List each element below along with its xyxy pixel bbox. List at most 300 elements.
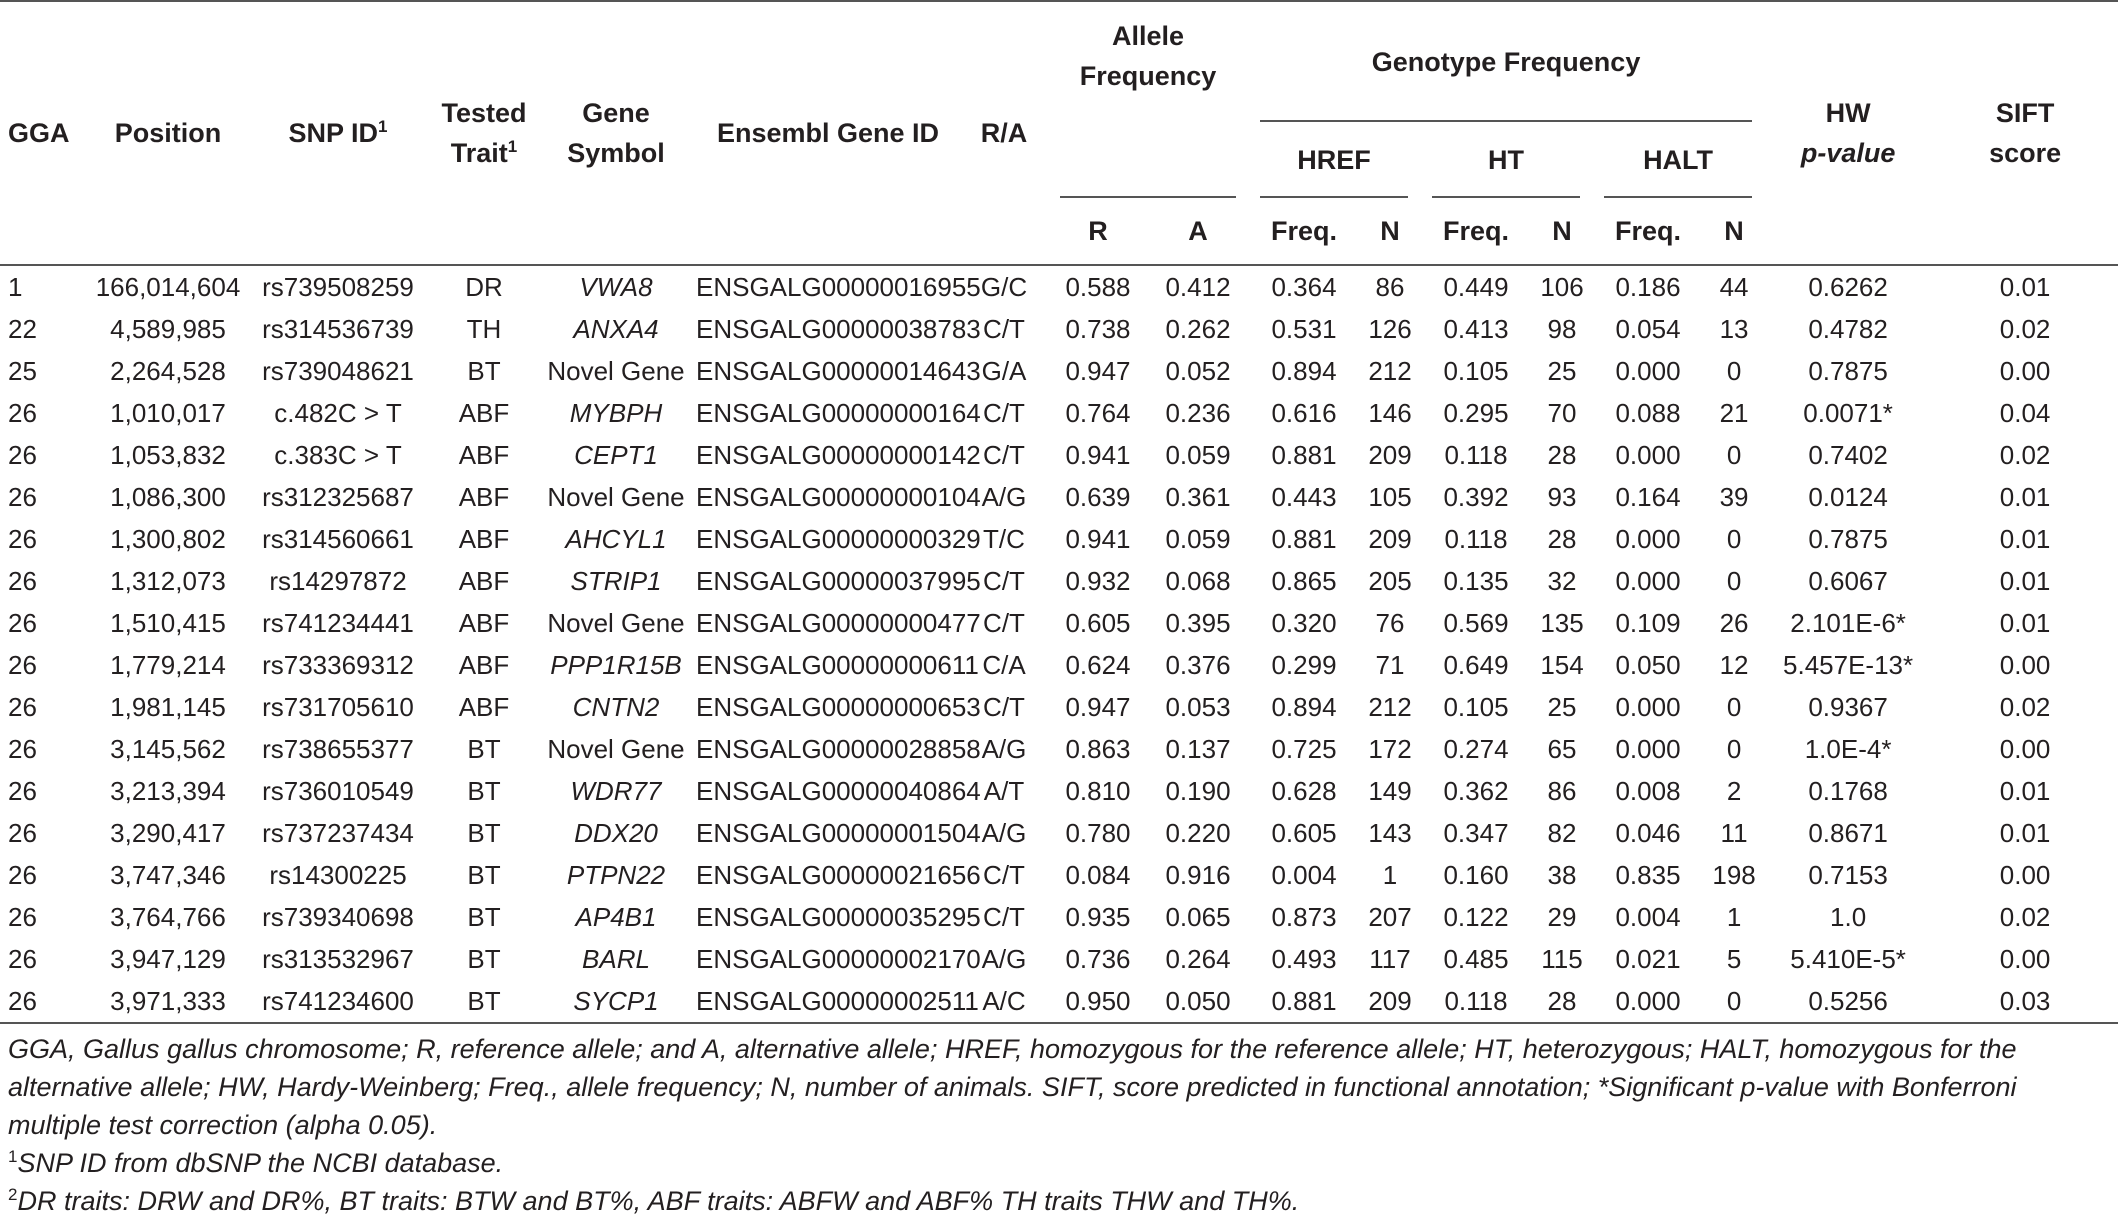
- cell-ra: T/C: [983, 524, 1025, 554]
- cell-href-freq: 0.299: [1271, 650, 1337, 680]
- cell-sift-score: 0.00: [1999, 860, 2051, 890]
- cell-gene-symbol: MYBPH: [569, 398, 663, 428]
- header-halt-n: N: [1724, 216, 1744, 246]
- cell-position: 1,300,802: [110, 524, 226, 554]
- cell-href-freq: 0.628: [1271, 776, 1337, 806]
- cell-ensembl-id: ENSGALG00000000477: [696, 608, 981, 638]
- cell-ht-freq: 0.295: [1443, 398, 1509, 428]
- cell-ht-n: 106: [1532, 265, 1592, 308]
- table-row: [0, 560, 2118, 602]
- cell-href-n: 143: [1368, 818, 1412, 848]
- cell-tested-trait: ABF: [458, 482, 510, 512]
- cell-a: 0.376: [1165, 650, 1231, 680]
- table-row: [0, 434, 2118, 476]
- cell-href-n: 209: [1368, 524, 1412, 554]
- cell-sift-score: 0.02: [1999, 440, 2051, 470]
- table-header: [0, 1, 2118, 265]
- cell-r: 0.084: [1065, 860, 1131, 890]
- cell-hw-pvalue: 0.8671: [1808, 818, 1888, 848]
- cell-halt-n: 44: [1704, 265, 1764, 308]
- table-row: [0, 896, 2118, 938]
- cell-gene-symbol: Novel Gene: [547, 734, 685, 764]
- cell-sift-score: 0.00: [1999, 734, 2051, 764]
- cell-halt-n: 0: [1726, 734, 1742, 764]
- header-sift-score: SIFT score: [1932, 1, 2118, 265]
- cell-hw-pvalue: 0.1768: [1808, 776, 1888, 806]
- cell-ra: A/G: [981, 818, 1027, 848]
- cell-href-n: 126: [1368, 314, 1412, 344]
- cell-position: 3,290,417: [110, 818, 226, 848]
- cell-sift-score: 0.01: [1999, 776, 2051, 806]
- cell-href-freq: 0.865: [1271, 566, 1337, 596]
- cell-gene-symbol: VWA8: [536, 265, 696, 308]
- cell-position: 2,264,528: [110, 356, 226, 386]
- cell-gga: 26: [8, 566, 37, 596]
- cell-a: 0.220: [1165, 818, 1231, 848]
- table-row: [0, 350, 2118, 392]
- cell-tested-trait: BT: [467, 902, 501, 932]
- header-ra: R/A: [960, 1, 1048, 265]
- cell-href-freq: 0.004: [1271, 860, 1337, 890]
- cell-tested-trait: BT: [467, 818, 501, 848]
- cell-ensembl-id: ENSGALG00000001504: [696, 818, 981, 848]
- cell-ra: G/A: [981, 356, 1027, 386]
- cell-ensembl-id: ENSGALG00000002170: [696, 944, 981, 974]
- header-hw-pvalue: HW p-value: [1764, 1, 1932, 265]
- table-body: [0, 265, 2118, 1023]
- cell-href-freq: 0.881: [1271, 440, 1337, 470]
- table-row: [0, 770, 2118, 812]
- cell-ht-n: 98: [1547, 314, 1577, 344]
- cell-ht-freq: 0.135: [1443, 566, 1509, 596]
- cell-gene-symbol: PTPN22: [566, 860, 666, 890]
- cell-gga: 26: [8, 902, 37, 932]
- cell-gene-symbol: Novel Gene: [547, 482, 685, 512]
- cell-ht-freq: 0.274: [1443, 734, 1509, 764]
- cell-href-freq: 0.881: [1248, 980, 1360, 1023]
- cell-position: 1,010,017: [110, 398, 226, 428]
- cell-tested-trait: BT: [467, 356, 501, 386]
- cell-href-n: 207: [1368, 902, 1412, 932]
- cell-hw-pvalue: 0.9367: [1808, 692, 1888, 722]
- table-row: [0, 728, 2118, 770]
- cell-ra: C/T: [983, 566, 1025, 596]
- cell-a: 0.052: [1165, 356, 1231, 386]
- cell-snp-id: rs739340698: [262, 902, 414, 932]
- cell-gene-symbol: AHCYL1: [565, 524, 667, 554]
- cell-sift-score: 0.03: [1932, 980, 2118, 1023]
- cell-ht-n: 25: [1547, 356, 1577, 386]
- cell-gene-symbol: BARL: [582, 944, 650, 974]
- cell-tested-trait: ABF: [458, 650, 510, 680]
- table-row: [0, 518, 2118, 560]
- cell-ra: A/C: [960, 980, 1048, 1023]
- cell-href-freq: 0.443: [1271, 482, 1337, 512]
- cell-href-freq: 0.320: [1271, 608, 1337, 638]
- table-row: [0, 812, 2118, 854]
- header-href-freq: Freq.: [1271, 216, 1338, 246]
- cell-ht-n: 115: [1541, 944, 1583, 974]
- cell-ht-n: 28: [1532, 980, 1592, 1023]
- cell-halt-freq: 0.186: [1592, 265, 1704, 308]
- cell-r: 0.738: [1065, 314, 1131, 344]
- cell-sift-score: 0.00: [1999, 944, 2051, 974]
- cell-position: 3,971,333: [92, 980, 244, 1023]
- cell-href-n: 205: [1368, 566, 1412, 596]
- cell-href-n: 212: [1368, 692, 1412, 722]
- cell-position: 1,312,073: [110, 566, 226, 596]
- cell-ensembl-id: ENSGALG00000037995: [696, 566, 981, 596]
- cell-r: 0.639: [1065, 482, 1131, 512]
- cell-gga: 26: [0, 980, 92, 1023]
- cell-ensembl-id: ENSGALG00000040864: [696, 776, 981, 806]
- cell-r: 0.736: [1065, 944, 1131, 974]
- header-allele-frequency: Allele Frequency: [1048, 1, 1248, 198]
- cell-snp-id: rs733369312: [262, 650, 414, 680]
- cell-ensembl-id: ENSGALG00000000142: [696, 440, 981, 470]
- cell-r: 0.780: [1065, 818, 1131, 848]
- cell-ra: C/T: [983, 902, 1025, 932]
- cell-halt-n: 0: [1726, 524, 1742, 554]
- cell-href-n: 71: [1375, 650, 1405, 680]
- cell-href-freq: 0.881: [1271, 524, 1337, 554]
- header-tested-trait: Tested Trait$^1$: [432, 1, 536, 265]
- cell-halt-n: 0: [1704, 980, 1764, 1023]
- cell-a: 0.412: [1148, 265, 1248, 308]
- cell-snp-id: rs314536739: [262, 314, 414, 344]
- cell-snp-id: rs14297872: [269, 566, 407, 596]
- cell-href-freq: 0.894: [1271, 692, 1337, 722]
- cell-gga: 26: [8, 944, 37, 974]
- cell-sift-score: 0.01: [1999, 524, 2051, 554]
- cell-sift-score: 0.04: [1999, 398, 2051, 428]
- cell-ht-n: 28: [1547, 440, 1577, 470]
- cell-sift-score: 0.01: [1999, 566, 2051, 596]
- cell-r: 0.863: [1065, 734, 1131, 764]
- header-position: Position: [92, 1, 244, 265]
- cell-snp-id: c.383C > T: [274, 440, 402, 470]
- cell-ht-freq: 0.160: [1443, 860, 1509, 890]
- cell-halt-freq: 0.000: [1615, 692, 1681, 722]
- cell-position: 3,764,766: [110, 902, 226, 932]
- cell-hw-pvalue: 5.457E-13*: [1783, 650, 1914, 680]
- cell-r: 0.941: [1065, 440, 1131, 470]
- cell-gene-symbol: PPP1R15B: [550, 650, 682, 680]
- table-row: [0, 686, 2118, 728]
- cell-gga: 22: [8, 314, 37, 344]
- cell-ht-freq: 0.105: [1443, 692, 1509, 722]
- cell-href-freq: 0.605: [1271, 818, 1337, 848]
- cell-hw-pvalue: 1.0: [1830, 902, 1867, 932]
- cell-ht-freq: 0.122: [1443, 902, 1509, 932]
- cell-hw-pvalue: 1.0E-4*: [1804, 734, 1892, 764]
- cell-hw-pvalue: 0.7402: [1808, 440, 1888, 470]
- cell-halt-n: 13: [1719, 314, 1749, 344]
- cell-halt-freq: 0.088: [1615, 398, 1681, 428]
- cell-href-n: 146: [1368, 398, 1412, 428]
- cell-hw-pvalue: 0.7875: [1808, 356, 1888, 386]
- cell-snp-id: rs741234600: [244, 980, 432, 1023]
- cell-ensembl-id: ENSGALG00000000104: [696, 482, 981, 512]
- cell-ensembl-id: ENSGALG00000000653: [696, 692, 981, 722]
- cell-r: 0.764: [1065, 398, 1131, 428]
- cell-halt-freq: 0.000: [1615, 734, 1681, 764]
- cell-href-n: 117: [1369, 944, 1411, 974]
- cell-href-n: 1: [1382, 860, 1398, 890]
- cell-halt-freq: 0.000: [1615, 524, 1681, 554]
- cell-ht-n: 82: [1547, 818, 1577, 848]
- cell-ra: C/T: [983, 860, 1025, 890]
- cell-a: 0.236: [1165, 398, 1231, 428]
- cell-ra: G/C: [960, 265, 1048, 308]
- cell-gene-symbol: STRIP1: [570, 566, 662, 596]
- cell-snp-id: c.482C > T: [274, 398, 402, 428]
- cell-position: 166,014,604: [92, 265, 244, 308]
- cell-hw-pvalue: 2.101E-6*: [1790, 608, 1906, 638]
- table-row: [0, 644, 2118, 686]
- cell-a: 0.361: [1165, 482, 1231, 512]
- cell-href-n: 76: [1375, 608, 1405, 638]
- cell-halt-n: 198: [1712, 860, 1756, 890]
- cell-sift-score: 0.02: [1999, 902, 2051, 932]
- cell-href-n: 149: [1368, 776, 1412, 806]
- cell-ensembl-id: ENSGALG00000035295: [696, 902, 981, 932]
- cell-a: 0.264: [1165, 944, 1231, 974]
- cell-r: 0.935: [1065, 902, 1131, 932]
- cell-ht-freq: 0.347: [1443, 818, 1509, 848]
- cell-href-n: 209: [1368, 440, 1412, 470]
- cell-ensembl-id: ENSGALG00000000611: [696, 650, 979, 680]
- cell-snp-id: rs736010549: [262, 776, 414, 806]
- cell-a: 0.137: [1165, 734, 1231, 764]
- cell-gga: 26: [8, 398, 37, 428]
- cell-r: 0.810: [1065, 776, 1131, 806]
- cell-hw-pvalue: 0.6262: [1764, 265, 1932, 308]
- cell-snp-id: rs731705610: [262, 692, 414, 722]
- cell-ensembl-id: ENSGALG00000021656: [696, 860, 981, 890]
- header-href: HREF: [1248, 122, 1420, 198]
- table-row: [0, 938, 2118, 980]
- cell-href-freq: 0.531: [1271, 314, 1337, 344]
- cell-tested-trait: ABF: [458, 608, 510, 638]
- cell-sift-score: 0.01: [1932, 265, 2118, 308]
- cell-ht-freq: 0.449: [1420, 265, 1532, 308]
- cell-a: 0.053: [1165, 692, 1231, 722]
- cell-halt-n: 26: [1719, 608, 1749, 638]
- cell-sift-score: 0.01: [1999, 608, 2051, 638]
- cell-a: 0.262: [1165, 314, 1231, 344]
- cell-gga: 26: [8, 650, 37, 680]
- cell-halt-n: 12: [1719, 650, 1749, 680]
- cell-sift-score: 0.01: [1999, 818, 2051, 848]
- cell-snp-id: rs313532967: [262, 944, 414, 974]
- header-ensembl-gene-id: Ensembl Gene ID: [696, 1, 960, 265]
- cell-href-freq: 0.894: [1271, 356, 1337, 386]
- cell-tested-trait: TH: [466, 314, 502, 344]
- cell-tested-trait: ABF: [458, 398, 510, 428]
- cell-a: 0.916: [1165, 860, 1231, 890]
- cell-ht-n: 65: [1547, 734, 1577, 764]
- cell-position: 3,213,394: [110, 776, 226, 806]
- header-halt: HALT: [1592, 122, 1764, 198]
- cell-snp-id: rs314560661: [262, 524, 414, 554]
- cell-ht-freq: 0.362: [1443, 776, 1509, 806]
- cell-ht-freq: 0.485: [1443, 944, 1509, 974]
- cell-ra: C/T: [983, 692, 1025, 722]
- cell-ht-n: 93: [1547, 482, 1577, 512]
- cell-snp-id: rs14300225: [269, 860, 407, 890]
- cell-r: 0.605: [1065, 608, 1131, 638]
- cell-href-n: 209: [1360, 980, 1420, 1023]
- cell-r: 0.947: [1065, 356, 1131, 386]
- table-footnotes: [8, 1030, 2112, 1220]
- cell-halt-freq: 0.046: [1615, 818, 1681, 848]
- header-snp-id: SNP $ID^1$: [244, 1, 432, 265]
- cell-ht-freq: 0.105: [1443, 356, 1509, 386]
- abbreviation-legend: GGA, Gallus gallus chromosome; R, reference allele; and A, alternative allele; HREF, homozygous for the reference allele; HT, heterozygous; HALT, homozygous for the alternative allele; HW, Hardy-Weinberg; Freq., allele frequency; N, number of animals. SIFT, score predicted in functional annotation; *Significant p-value with Bonferroni multiple test correction (alpha 0.05).: [8, 1034, 2017, 1140]
- cell-tested-trait: ABF: [458, 440, 510, 470]
- table-row: [0, 980, 2118, 1023]
- cell-gga: 26: [8, 860, 37, 890]
- cell-ra: C/T: [983, 398, 1025, 428]
- cell-ht-n: 86: [1547, 776, 1577, 806]
- cell-halt-freq: 0.164: [1615, 482, 1681, 512]
- cell-ht-n: 135: [1540, 608, 1584, 638]
- cell-href-freq: 0.873: [1271, 902, 1337, 932]
- table-row: [0, 265, 2118, 308]
- table-row: [0, 392, 2118, 434]
- cell-snp-id: rs739048621: [262, 356, 414, 386]
- cell-halt-freq: 0.050: [1615, 650, 1681, 680]
- cell-href-freq: 0.364: [1248, 265, 1360, 308]
- cell-snp-id: rs737237434: [262, 818, 414, 848]
- cell-halt-freq: 0.054: [1615, 314, 1681, 344]
- cell-a: 0.050: [1148, 980, 1248, 1023]
- cell-gene-symbol: DDX20: [574, 818, 658, 848]
- cell-a: 0.065: [1165, 902, 1231, 932]
- cell-ra: C/T: [983, 314, 1025, 344]
- cell-gga: 26: [8, 776, 37, 806]
- cell-sift-score: 0.00: [1999, 650, 2051, 680]
- cell-hw-pvalue: 0.5256: [1764, 980, 1932, 1023]
- cell-tested-trait: BT: [467, 944, 501, 974]
- cell-gene-symbol: SYCP1: [536, 980, 696, 1023]
- cell-position: 1,086,300: [110, 482, 226, 512]
- cell-ht-freq: 0.569: [1443, 608, 1509, 638]
- cell-hw-pvalue: 0.4782: [1808, 314, 1888, 344]
- cell-hw-pvalue: 0.6067: [1808, 566, 1888, 596]
- cell-sift-score: 0.01: [1999, 482, 2051, 512]
- cell-position: 1,779,214: [110, 650, 226, 680]
- cell-ensembl-id: ENSGALG00000016955: [696, 265, 960, 308]
- cell-ensembl-id: ENSGALG00000038783: [696, 314, 981, 344]
- cell-hw-pvalue: 0.0124: [1808, 482, 1888, 512]
- cell-halt-n: 39: [1719, 482, 1749, 512]
- cell-halt-n: 21: [1719, 398, 1749, 428]
- cell-r: 0.947: [1065, 692, 1131, 722]
- table-row: [0, 476, 2118, 518]
- cell-sift-score: 0.02: [1999, 692, 2051, 722]
- header-halt-freq: Freq.: [1615, 216, 1682, 246]
- cell-ht-n: 28: [1547, 524, 1577, 554]
- header-ht-n: N: [1552, 216, 1572, 246]
- cell-ensembl-id: ENSGALG00000028858: [696, 734, 981, 764]
- cell-sift-score: 0.00: [1999, 356, 2051, 386]
- cell-hw-pvalue: 0.7153: [1808, 860, 1888, 890]
- cell-href-freq: 0.493: [1271, 944, 1337, 974]
- cell-halt-freq: 0.000: [1615, 440, 1681, 470]
- header-genotype-frequency: Genotype Frequency: [1248, 1, 1764, 122]
- cell-ra: C/T: [983, 608, 1025, 638]
- header-a: A: [1188, 216, 1208, 246]
- cell-gene-symbol: Novel Gene: [547, 356, 685, 386]
- cell-position: 3,145,562: [110, 734, 226, 764]
- cell-a: 0.395: [1165, 608, 1231, 638]
- cell-ht-n: 70: [1547, 398, 1577, 428]
- cell-position: 3,947,129: [110, 944, 226, 974]
- cell-a: 0.190: [1165, 776, 1231, 806]
- cell-halt-freq: 0.000: [1615, 566, 1681, 596]
- cell-halt-n: 0: [1726, 566, 1742, 596]
- cell-halt-n: 0: [1726, 692, 1742, 722]
- cell-ensembl-id: ENSGALG00000014643: [696, 356, 981, 386]
- cell-sift-score: 0.02: [1999, 314, 2051, 344]
- cell-ra: A/G: [981, 944, 1027, 974]
- cell-ra: A/T: [983, 776, 1025, 806]
- cell-halt-freq: 0.000: [1592, 980, 1704, 1023]
- cell-ht-n: 38: [1547, 860, 1577, 890]
- cell-gene-symbol: CEPT1: [574, 440, 658, 470]
- cell-halt-freq: 0.021: [1615, 944, 1681, 974]
- table-row: [0, 602, 2118, 644]
- cell-gga: 26: [8, 608, 37, 638]
- cell-ht-freq: 0.118: [1420, 980, 1532, 1023]
- cell-tested-trait: ABF: [458, 566, 510, 596]
- cell-href-freq: 0.725: [1271, 734, 1337, 764]
- cell-halt-n: 1: [1726, 902, 1742, 932]
- cell-halt-freq: 0.835: [1615, 860, 1681, 890]
- header-href-n: N: [1380, 216, 1400, 246]
- cell-a: 0.059: [1165, 440, 1231, 470]
- cell-tested-trait: BT: [467, 734, 501, 764]
- header-r: R: [1088, 216, 1108, 246]
- cell-gga: 26: [8, 818, 37, 848]
- cell-ht-freq: 0.392: [1443, 482, 1509, 512]
- header-ht: HT: [1420, 122, 1592, 198]
- cell-snp-id: rs741234441: [262, 608, 414, 638]
- cell-ht-freq: 0.118: [1444, 440, 1508, 470]
- cell-ra: C/T: [983, 440, 1025, 470]
- cell-gene-symbol: Novel Gene: [547, 608, 685, 638]
- cell-position: 1,981,145: [110, 692, 226, 722]
- cell-hw-pvalue: 5.410E-5*: [1790, 944, 1906, 974]
- cell-gene-symbol: CNTN2: [572, 692, 660, 722]
- footnote-1: $^1$SNP ID from dbSNP the NCBI database.: [8, 1147, 504, 1178]
- cell-ht-freq: 0.649: [1443, 650, 1509, 680]
- cell-tested-trait: ABF: [458, 692, 510, 722]
- cell-gga: 26: [8, 440, 37, 470]
- footnote-2: $^2$DR traits: DRW and DR%, BT traits: BTW and BT%, ABF traits: ABFW and ABF% TH traits THW and TH%.: [8, 1185, 1300, 1216]
- cell-a: 0.059: [1165, 524, 1231, 554]
- cell-ra: C/A: [982, 650, 1026, 680]
- cell-href-freq: 0.616: [1271, 398, 1337, 428]
- cell-halt-freq: 0.109: [1615, 608, 1681, 638]
- cell-position: 1,510,415: [110, 608, 226, 638]
- cell-r: 0.941: [1065, 524, 1131, 554]
- cell-ra: A/G: [981, 734, 1027, 764]
- cell-halt-n: 0: [1726, 356, 1742, 386]
- cell-gga: 25: [8, 356, 37, 386]
